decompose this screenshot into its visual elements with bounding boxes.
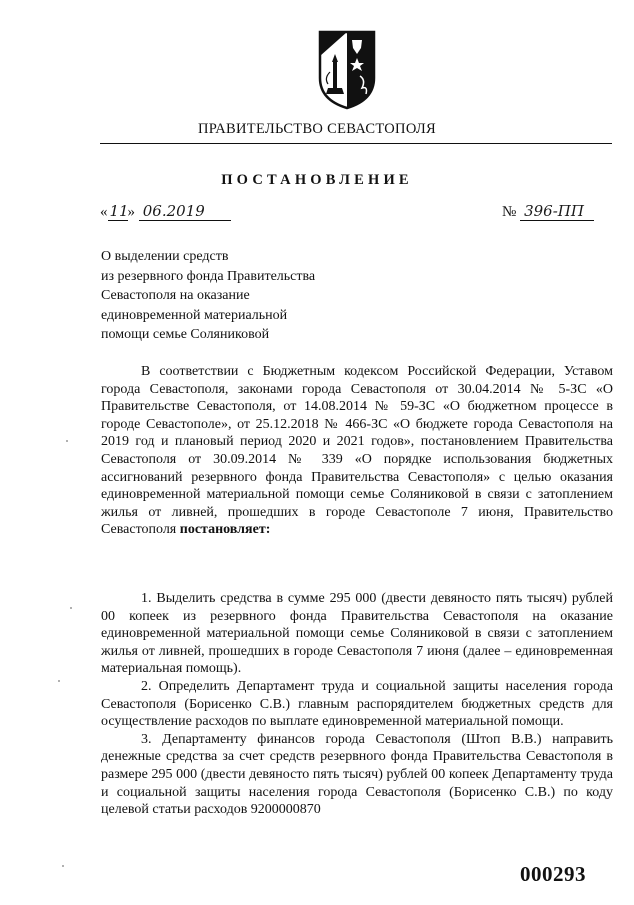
document-subject <box>101 247 401 345</box>
subject-line: Севастополя на оказание <box>101 288 250 303</box>
subject-line: помощи семье Соляниковой <box>101 327 270 342</box>
number-value: 396-ПП <box>520 202 594 221</box>
organization-name: ПРАВИТЕЛЬСТВО СЕВАСТОПОЛЯ <box>198 121 436 137</box>
subject-line: из резервного фонда Правительства <box>101 268 316 284</box>
preamble-paragraph <box>101 363 613 539</box>
date-day: 11 <box>109 202 129 220</box>
scan-speck <box>66 440 68 442</box>
decree-item: 3. Департаменту финансов города Севастополя (Штоп В.В.) направить денежные средства за счет средств резервного фонда Правительства Севастополя в размере 295 000 (двести девяносто пять тысяч) рублей 00 копеек Департаменту труда и социальной защиты населения города Севастополя (Борисенко С.В.) по коду целевой статьи расходов 9200000870 <box>101 731 613 818</box>
decree-items <box>101 590 613 819</box>
sevastopol-coat-of-arms-icon <box>316 28 378 110</box>
document-date <box>100 202 231 221</box>
scan-speck <box>58 680 60 682</box>
preamble-text: В соответствии с Бюджетным кодексом Российской Федерации, Уставом города Севастополя, законами города Севастополя от 30.04.2014 № 5-ЗС «О Правительстве Севастополя, от 14.08.2014 № 59-ЗС «О бюджетном процессе в городе Севастополе», от 25.12.2018 № 466-ЗС «О бюджете города Севастополя на 2019 год и плановый период 2020 и 2021 годов», постановлением Правительства Севастополя от 30.09.2014 № 339 «О порядке использования бюджетных ассигнований резервного фонда Правительства Севастополя» с целью оказания единовременной материальной помощи семье Соляниковой в связи с затоплением жилья от ливней, прошедших в городе Севастополе 7 июня, Правительство Севастополя <box>101 364 613 538</box>
date-month-year: 06.2019 <box>139 202 231 221</box>
scan-speck <box>70 607 72 609</box>
subject-line: единовременной материальной <box>101 307 288 323</box>
document-number <box>502 202 594 221</box>
scan-speck <box>62 865 64 867</box>
date-close-quote: » <box>127 204 135 220</box>
serial-number: 000293 <box>520 862 586 886</box>
decree-item: 2. Определить Департамент труда и социальной защиты населения города Севастополя (Борисенко С.В.) главным распорядителем бюджетных средств для осуществление расходов по выплате единовременной материальной помощи. <box>101 678 613 730</box>
header-rule <box>100 143 612 144</box>
number-prefix: № <box>502 204 517 220</box>
document-type-title: ПОСТАНОВЛЕНИЕ <box>221 172 413 188</box>
decree-item: 1. Выделить средства в сумме 295 000 (двести девяносто пять тысяч) рублей 00 копеек из резервного фонда Правительства Севастополя на оказание единовременной материальной помощи семье Соляниковой в связи с затоплением жилья от ливней, прошедших в городе Севастополя 7 июня (далее – единовременная материальная помощь). <box>101 591 613 677</box>
date-open-quote: « <box>100 204 108 220</box>
subject-line: О выделении средств <box>101 249 229 264</box>
decree-word: постановляет: <box>179 522 271 538</box>
